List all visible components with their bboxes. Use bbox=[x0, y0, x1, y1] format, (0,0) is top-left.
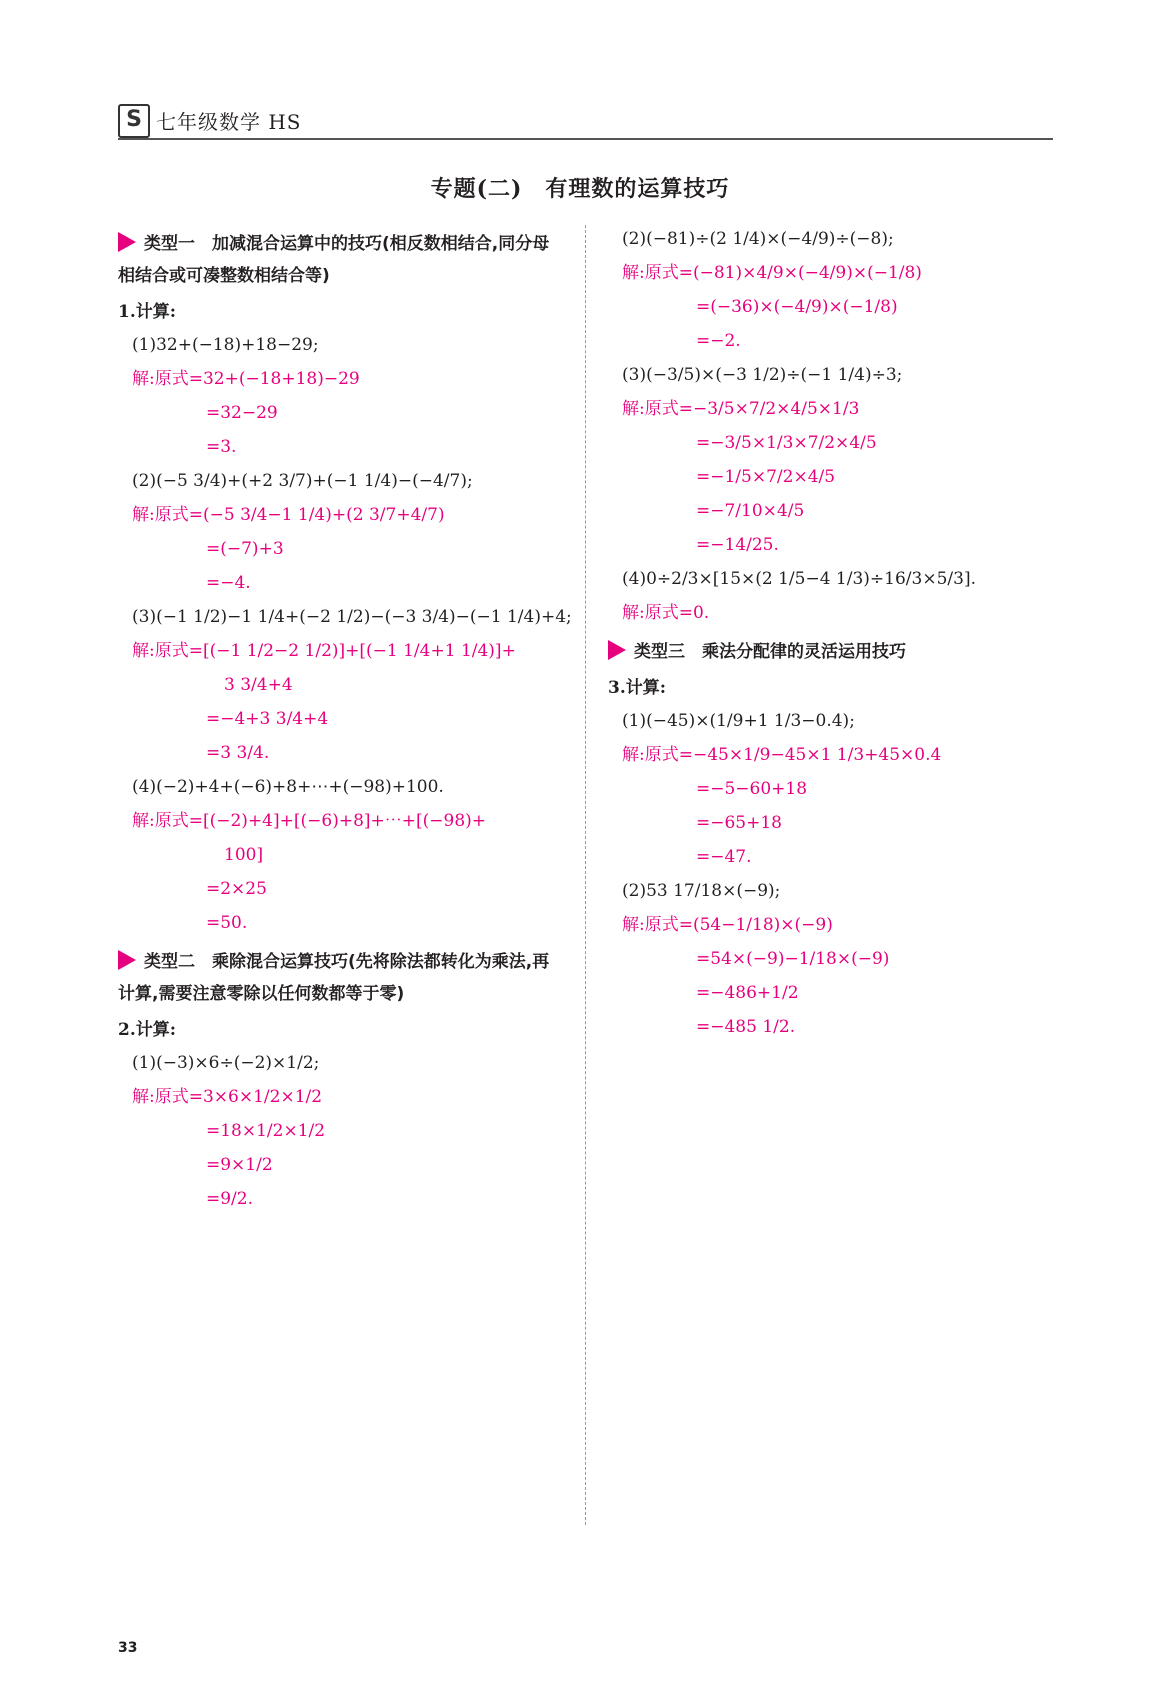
question-1-3: (3)(−1 1/2)−1 1/4+(−2 1/2)−(−3 3/4)−(−1 1/4)+4; bbox=[132, 607, 572, 627]
left-column bbox=[118, 222, 572, 1216]
answer-line: =−4+3 3/4+4 bbox=[206, 709, 329, 729]
triangle-marker-icon bbox=[118, 232, 136, 252]
section-heading-1: 类型一 加减混合运算中的技巧(相反数相结合,同分母相结合或可凑整数相结合等) bbox=[118, 234, 550, 286]
column-divider bbox=[585, 225, 586, 1525]
triangle-marker-icon bbox=[118, 950, 136, 970]
answer-line: =54×(−9)−1/18×(−9) bbox=[696, 949, 890, 969]
answer-line: =−1/5×7/2×4/5 bbox=[696, 467, 836, 487]
answer-line: 解:原式=(54−1/18)×(−9) bbox=[622, 915, 833, 935]
question-3-1: (1)(−45)×(1/9+1 1/3−0.4); bbox=[622, 711, 855, 731]
question-2-3: (3)(−3/5)×(−3 1/2)÷(−1 1/4)÷3; bbox=[622, 365, 903, 385]
section-heading-3: 类型三 乘法分配律的灵活运用技巧 bbox=[608, 636, 1058, 668]
publisher-logo: S bbox=[118, 104, 150, 138]
question-1-2: (2)(−5 3/4)+(+2 3/7)+(−1 1/4)−(−4/7); bbox=[132, 471, 473, 491]
answer-line: 解:原式=−3/5×7/2×4/5×1/3 bbox=[622, 399, 860, 419]
page-title: 专题(二) 有理数的运算技巧 bbox=[430, 176, 730, 202]
triangle-marker-icon bbox=[608, 640, 626, 660]
section-heading-2: 类型二 乘除混合运算技巧(先将除法都转化为乘法,再计算,需要注意零除以任何数都等于零) bbox=[118, 952, 550, 1004]
answer-line: =50. bbox=[206, 913, 248, 933]
answer-line: =(−7)+3 bbox=[206, 539, 284, 559]
problem-2-label: 2.计算: bbox=[118, 1020, 177, 1040]
header-title: 七年级数学 HS bbox=[156, 110, 302, 134]
right-column bbox=[608, 222, 1058, 1044]
answer-line: =3 3/4. bbox=[206, 743, 270, 763]
answer-line: =18×1/2×1/2 bbox=[206, 1121, 326, 1141]
answer-line: =2×25 bbox=[206, 879, 267, 899]
answer-line: 解:原式=−45×1/9−45×1 1/3+45×0.4 bbox=[622, 745, 942, 765]
answer-line: =3. bbox=[206, 437, 237, 457]
answer-line: =−485 1/2. bbox=[696, 1017, 796, 1037]
answer-line: =−14/25. bbox=[696, 535, 779, 555]
answer-line: 解:原式=0. bbox=[622, 603, 710, 623]
answer-line: =−5−60+18 bbox=[696, 779, 808, 799]
answer-line: =−47. bbox=[696, 847, 752, 867]
answer-line: 解:原式=32+(−18+18)−29 bbox=[132, 369, 360, 389]
question-2-1: (1)(−3)×6÷(−2)×1/2; bbox=[132, 1053, 320, 1073]
question-1-4: (4)(−2)+4+(−6)+8+⋯+(−98)+100. bbox=[132, 777, 444, 797]
answer-line: =(−36)×(−4/9)×(−1/8) bbox=[696, 297, 898, 317]
question-2-2: (2)(−81)÷(2 1/4)×(−4/9)÷(−8); bbox=[622, 229, 894, 249]
question-2-4: (4)0÷2/3×[15×(2 1/5−4 1/3)÷16/3×5/3]. bbox=[622, 569, 976, 589]
page-header bbox=[118, 100, 1053, 140]
answer-line: =9×1/2 bbox=[206, 1155, 273, 1175]
answer-line: 解:原式=[(−2)+4]+[(−6)+8]+⋯+[(−98)+ bbox=[132, 811, 487, 831]
answer-line: =−486+1/2 bbox=[696, 983, 799, 1003]
question-1-1: (1)32+(−18)+18−29; bbox=[132, 335, 319, 355]
answer-line: 解:原式=(−5 3/4−1 1/4)+(2 3/7+4/7) bbox=[132, 505, 445, 525]
answer-line: =−2. bbox=[696, 331, 741, 351]
problem-3-label: 3.计算: bbox=[608, 678, 667, 698]
answer-line: 3 3/4+4 bbox=[224, 675, 293, 695]
answer-line: 100] bbox=[224, 845, 264, 865]
answer-line: =−3/5×1/3×7/2×4/5 bbox=[696, 433, 877, 453]
answer-line: =32−29 bbox=[206, 403, 278, 423]
answer-line: =−7/10×4/5 bbox=[696, 501, 805, 521]
question-3-2: (2)53 17/18×(−9); bbox=[622, 881, 781, 901]
problem-1-label: 1.计算: bbox=[118, 302, 177, 322]
answer-line: 解:原式=[(−1 1/2−2 1/2)]+[(−1 1/4+1 1/4)]+ bbox=[132, 641, 516, 661]
answer-line: =−65+18 bbox=[696, 813, 782, 833]
page-number: 33 bbox=[118, 1640, 138, 1656]
answer-line: 解:原式=(−81)×4/9×(−4/9)×(−1/8) bbox=[622, 263, 922, 283]
answer-line: =−4. bbox=[206, 573, 251, 593]
answer-line: =9/2. bbox=[206, 1189, 254, 1209]
answer-line: 解:原式=3×6×1/2×1/2 bbox=[132, 1087, 323, 1107]
